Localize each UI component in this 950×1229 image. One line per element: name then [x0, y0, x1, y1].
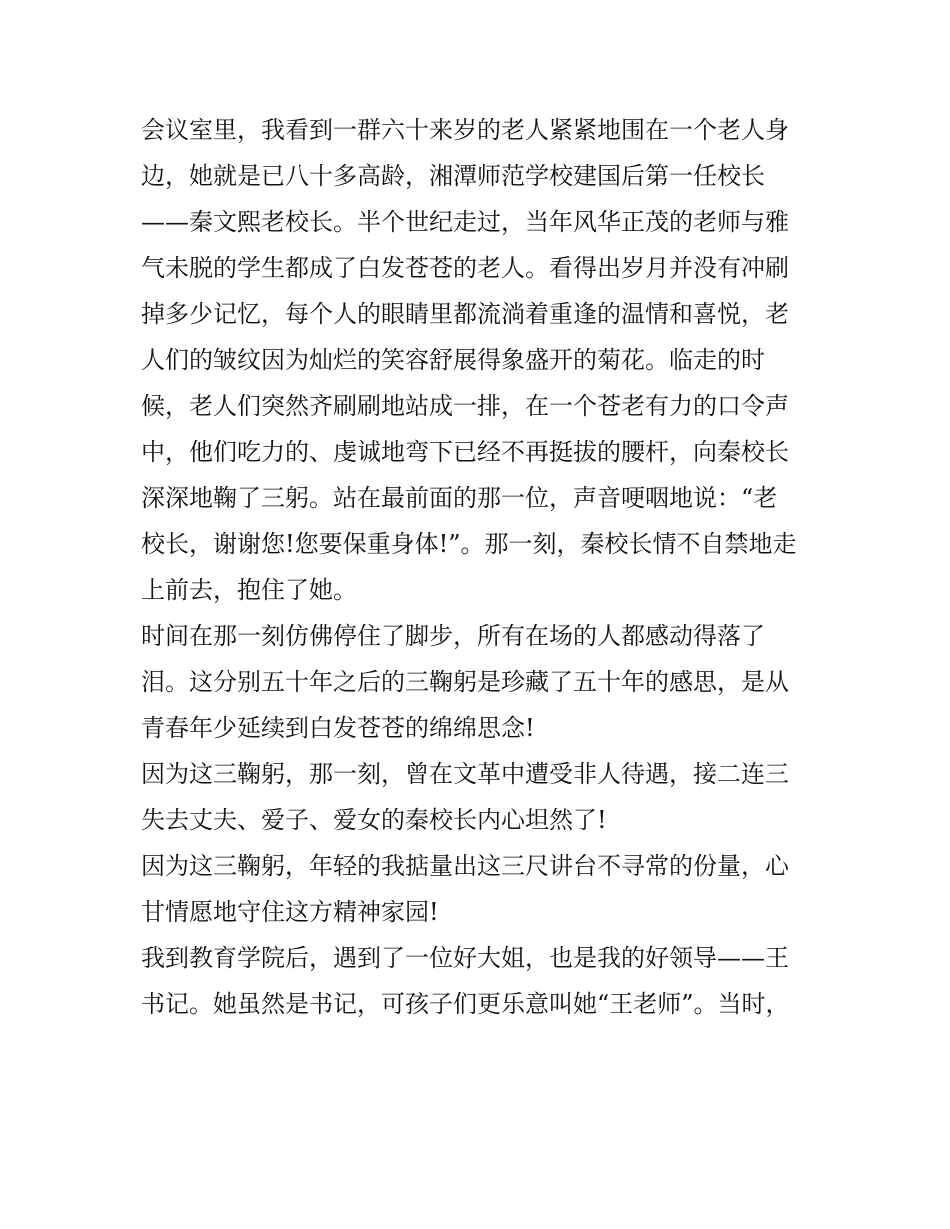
paragraph-4: 因为这三鞠躬，年轻的我掂量出这三尺讲台不寻常的份量，心 甘情愿地守住这方精神家园! [141, 852, 789, 926]
paragraph-1: 会议室里，我看到一群六十来岁的老人紧紧地围在一个老人身 边，她就是已八十多高龄，湘潭师范学校建国后第一任校长 ——秦文熙老校长。半个世纪走过，当年风华正茂的老师与雅 气未脱的学生都成了白发苍苍的老人。看得出岁月并没有冲刷 掉多少记忆，每个人的眼睛里都流淌着重逢的温情和喜悦，老 人们的皱纹因为灿烂的笑容舒展得象盛开的菊花。临走的时 候，老人们突然齐刷刷地站成一排，在一个苍老有力的口令声 中，他们吃力的、虔诚地弯下已经不再挺拔的腰杆，向秦校长 深深地鞠了三躬。站在最前面的那一位，声音哽咽地说：“老 校长，谢谢您!您要保重身体!”。那一刻，秦校长情不自禁地走 上前去，抱住了她。 [141, 116, 797, 604]
paragraph-3: 因为这三鞠躬，那一刻，曾在文革中遭受非人待遇，接二连三 失去丈夫、爱子、爱女的秦校长内心坦然了! [141, 760, 789, 834]
document-body [141, 107, 813, 1027]
paragraph-5: 我到教育学院后，遇到了一位好大姐，也是我的好领导——王 书记。她虽然是书记，可孩子们更乐意叫她“王老师”。当时， [141, 944, 790, 1018]
paragraph-2: 时间在那一刻仿佛停住了脚步，所有在场的人都感动得落了 泪。这分别五十年之后的三鞠躬是珍藏了五十年的感思，是从 青春年少延续到白发苍苍的绵绵思念! [141, 622, 789, 742]
